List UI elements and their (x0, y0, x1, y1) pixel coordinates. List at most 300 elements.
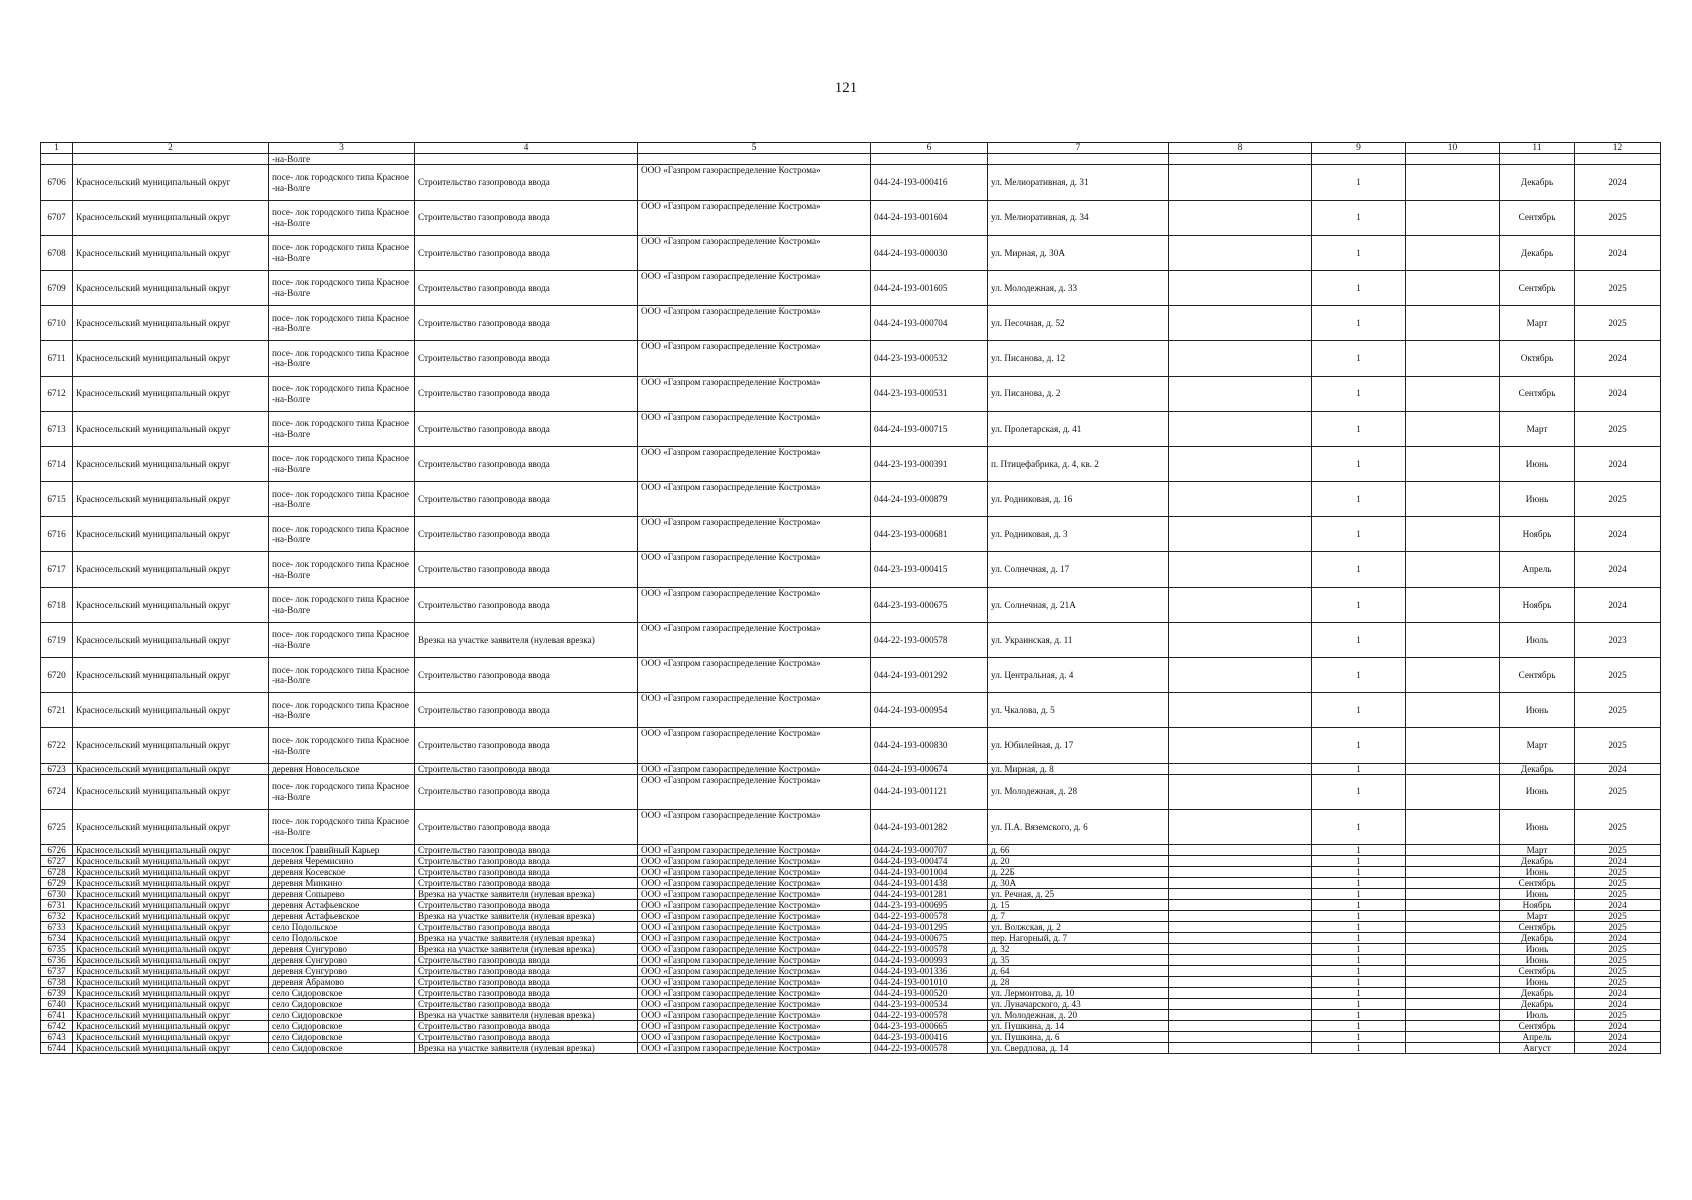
month-cell: Ноябрь (1500, 517, 1575, 552)
column-8-cell (1169, 235, 1312, 270)
row-number-cell: 6726 (41, 844, 73, 855)
address-cell: ул. П.А. Вяземского, д. 6 (988, 809, 1169, 844)
address-cell: ул. Писанова, д. 2 (988, 376, 1169, 411)
row-number-cell: 6718 (41, 587, 73, 622)
column-10-cell (1406, 517, 1500, 552)
district-cell: Красносельский муниципальный округ (73, 998, 269, 1009)
settlement-cell: деревня Астафьевское (269, 910, 415, 921)
settlement-cell: село Сидоровское (269, 998, 415, 1009)
column-10-cell (1406, 235, 1500, 270)
code-cell: 044-24-193-000416 (871, 165, 988, 200)
district-cell: Красносельский муниципальный округ (73, 855, 269, 866)
settlement-cell: село Сидоровское (269, 1020, 415, 1031)
table-row (41, 954, 1661, 965)
year-cell: 2024 (1575, 1042, 1661, 1053)
settlement-cell: деревня Сунгурово (269, 965, 415, 976)
district-cell: Красносельский муниципальный округ (73, 844, 269, 855)
column-10-cell (1406, 998, 1500, 1009)
table-row (41, 921, 1661, 932)
column-8-cell (1169, 932, 1312, 943)
column-10-cell (1406, 587, 1500, 622)
column-header: 8 (1169, 143, 1312, 154)
year-cell: 2025 (1575, 910, 1661, 921)
quantity-cell: 1 (1312, 622, 1406, 657)
address-cell: ул. Пушкина, д. 6 (988, 1031, 1169, 1042)
organization-cell: ООО «Газпром газораспределение Кострома» (638, 693, 871, 728)
work-type-cell: Строительство газопровода ввода (415, 844, 638, 855)
row-number-cell: 6717 (41, 552, 73, 587)
quantity-cell: 1 (1312, 552, 1406, 587)
quantity-cell: 1 (1312, 932, 1406, 943)
address-cell: ул. Солнечная, д. 17 (988, 552, 1169, 587)
year-cell: 2025 (1575, 1009, 1661, 1020)
column-8-cell (1169, 658, 1312, 693)
row-number-cell: 6734 (41, 932, 73, 943)
column-10-cell (1406, 482, 1500, 517)
district-cell: Красносельский муниципальный округ (73, 552, 269, 587)
column-8-cell (1169, 965, 1312, 976)
column-8-cell (1169, 587, 1312, 622)
district-cell: Красносельский муниципальный округ (73, 728, 269, 763)
month-cell: Июнь (1500, 866, 1575, 877)
organization-cell: ООО «Газпром газораспределение Кострома» (638, 921, 871, 932)
year-cell: 2025 (1575, 809, 1661, 844)
month-cell: Июнь (1500, 888, 1575, 899)
quantity-cell: 1 (1312, 998, 1406, 1009)
column-10-cell (1406, 622, 1500, 657)
district-cell: Красносельский муниципальный округ (73, 763, 269, 774)
column-header: 5 (638, 143, 871, 154)
address-cell: ул. Песочная, д. 52 (988, 306, 1169, 341)
column-8-cell (1169, 1020, 1312, 1031)
row-number-cell: 6744 (41, 1042, 73, 1053)
column-10-cell (1406, 763, 1500, 774)
column-10-cell (1406, 943, 1500, 954)
address-cell: д. 22Б (988, 866, 1169, 877)
district-cell: Красносельский муниципальный округ (73, 877, 269, 888)
column-8-cell (1169, 1042, 1312, 1053)
table-row (41, 165, 1661, 200)
table-row (41, 976, 1661, 987)
month-cell: Март (1500, 844, 1575, 855)
quantity-cell: 1 (1312, 1042, 1406, 1053)
month-cell: Март (1500, 728, 1575, 763)
year-cell: 2025 (1575, 482, 1661, 517)
column-8-cell (1169, 517, 1312, 552)
code-cell: 044-23-193-000675 (871, 587, 988, 622)
quantity-cell: 1 (1312, 411, 1406, 446)
district-cell: Красносельский муниципальный округ (73, 482, 269, 517)
year-cell: 2024 (1575, 376, 1661, 411)
code-cell: 044-24-193-000030 (871, 235, 988, 270)
work-type-cell: Строительство газопровода ввода (415, 763, 638, 774)
code-cell: 044-24-193-001292 (871, 658, 988, 693)
work-type-cell: Строительство газопровода ввода (415, 877, 638, 888)
column-10-cell (1406, 270, 1500, 305)
row-number-cell: 6712 (41, 376, 73, 411)
month-cell: Декабрь (1500, 165, 1575, 200)
district-cell: Красносельский муниципальный округ (73, 774, 269, 809)
column-10-cell (1406, 411, 1500, 446)
address-cell: ул. Родниковая, д. 3 (988, 517, 1169, 552)
organization-cell: ООО «Газпром газораспределение Кострома» (638, 200, 871, 235)
row-number-cell: 6725 (41, 809, 73, 844)
column-header: 11 (1500, 143, 1575, 154)
organization-cell: ООО «Газпром газораспределение Кострома» (638, 658, 871, 693)
month-cell: Ноябрь (1500, 587, 1575, 622)
year-cell: 2024 (1575, 552, 1661, 587)
column-8-cell (1169, 774, 1312, 809)
settlement-cell: посе- лок городского типа Красное -на-Волге (269, 728, 415, 763)
row-number-cell: 6714 (41, 446, 73, 481)
column-10-cell (1406, 932, 1500, 943)
column-8-cell (1169, 910, 1312, 921)
column-header: 12 (1575, 143, 1661, 154)
organization-cell: ООО «Газпром газораспределение Кострома» (638, 1009, 871, 1020)
district-cell: Красносельский муниципальный округ (73, 976, 269, 987)
month-cell: Декабрь (1500, 855, 1575, 866)
column-header: 1 (41, 143, 73, 154)
quantity-cell: 1 (1312, 774, 1406, 809)
district-cell: Красносельский муниципальный округ (73, 932, 269, 943)
address-cell: ул. Писанова, д. 12 (988, 341, 1169, 376)
code-cell: 044-24-193-000474 (871, 855, 988, 866)
month-cell: Июнь (1500, 482, 1575, 517)
code-cell: 044-24-193-000993 (871, 954, 988, 965)
column-8-cell (1169, 899, 1312, 910)
organization-cell: ООО «Газпром газораспределение Кострома» (638, 954, 871, 965)
year-cell: 2025 (1575, 411, 1661, 446)
settlement-cell: посе- лок городского типа Красное -на-Волге (269, 235, 415, 270)
district-cell: Красносельский муниципальный округ (73, 341, 269, 376)
year-cell: 2024 (1575, 587, 1661, 622)
settlement-cell: село Подольское (269, 932, 415, 943)
code-cell: 044-22-193-000578 (871, 910, 988, 921)
district-cell: Красносельский муниципальный округ (73, 1009, 269, 1020)
work-type-cell: Строительство газопровода ввода (415, 855, 638, 866)
column-8-cell (1169, 855, 1312, 866)
column-header: 9 (1312, 143, 1406, 154)
table-row (41, 235, 1661, 270)
column-10-cell (1406, 987, 1500, 998)
table-row (41, 965, 1661, 976)
year-cell: 2025 (1575, 693, 1661, 728)
organization-cell: ООО «Газпром газораспределение Кострома» (638, 866, 871, 877)
work-type-cell: Врезка на участке заявителя (нулевая врезка) (415, 910, 638, 921)
organization-cell: ООО «Газпром газораспределение Кострома» (638, 763, 871, 774)
settlement-cell: деревня Астафьевское (269, 899, 415, 910)
organization-cell: ООО «Газпром газораспределение Кострома» (638, 306, 871, 341)
column-8-cell (1169, 693, 1312, 728)
column-10-cell (1406, 855, 1500, 866)
code-cell: 044-22-193-000578 (871, 1009, 988, 1020)
column-10-cell (1406, 976, 1500, 987)
district-cell: Красносельский муниципальный округ (73, 693, 269, 728)
work-type-cell: Строительство газопровода ввода (415, 921, 638, 932)
row-number-cell: 6731 (41, 899, 73, 910)
district-cell: Красносельский муниципальный округ (73, 954, 269, 965)
year-cell: 2024 (1575, 1020, 1661, 1031)
quantity-cell: 1 (1312, 165, 1406, 200)
column-header: 4 (415, 143, 638, 154)
district-cell: Красносельский муниципальный округ (73, 306, 269, 341)
column-10-cell (1406, 774, 1500, 809)
month-cell: Март (1500, 910, 1575, 921)
address-cell: д. 35 (988, 954, 1169, 965)
organization-cell: ООО «Газпром газораспределение Кострома» (638, 482, 871, 517)
quantity-cell: 1 (1312, 855, 1406, 866)
column-8-cell (1169, 888, 1312, 899)
table-row (41, 910, 1661, 921)
column-10-cell (1406, 728, 1500, 763)
work-type-cell: Строительство газопровода ввода (415, 976, 638, 987)
table-row (41, 693, 1661, 728)
address-cell: ул. Луначарского, д. 43 (988, 998, 1169, 1009)
address-cell: ул. Волжская, д. 2 (988, 921, 1169, 932)
address-cell: п. Птицефабрика, д. 4, кв. 2 (988, 446, 1169, 481)
district-cell: Красносельский муниципальный округ (73, 587, 269, 622)
table-row (41, 987, 1661, 998)
settlement-cell: посе- лок городского типа Красное -на-Волге (269, 200, 415, 235)
column-8-cell (1169, 270, 1312, 305)
organization-cell: ООО «Газпром газораспределение Кострома» (638, 552, 871, 587)
code-cell: 044-23-193-000665 (871, 1020, 988, 1031)
work-type-cell: Строительство газопровода ввода (415, 809, 638, 844)
organization-cell: ООО «Газпром газораспределение Кострома» (638, 587, 871, 622)
work-type-cell: Врезка на участке заявителя (нулевая врезка) (415, 1042, 638, 1053)
work-type-cell: Строительство газопровода ввода (415, 376, 638, 411)
column-8-cell (1169, 809, 1312, 844)
code-cell: 044-23-193-000415 (871, 552, 988, 587)
district-cell: Красносельский муниципальный округ (73, 446, 269, 481)
column-8-cell (1169, 976, 1312, 987)
column-header: 2 (73, 143, 269, 154)
address-cell: ул. Украинская, д. 11 (988, 622, 1169, 657)
column-8-cell (1169, 306, 1312, 341)
table-row (41, 587, 1661, 622)
code-cell: 044-24-193-001121 (871, 774, 988, 809)
quantity-cell: 1 (1312, 965, 1406, 976)
settlement-cell: деревня Абрамово (269, 976, 415, 987)
table-row (41, 446, 1661, 481)
month-cell: Июнь (1500, 693, 1575, 728)
quantity-cell: 1 (1312, 446, 1406, 481)
settlement-cell: село Сидоровское (269, 987, 415, 998)
quantity-cell: 1 (1312, 1020, 1406, 1031)
work-type-cell: Строительство газопровода ввода (415, 482, 638, 517)
row-number-cell: 6738 (41, 976, 73, 987)
settlement-cell: посе- лок городского типа Красное -на-Волге (269, 446, 415, 481)
year-cell: 2024 (1575, 235, 1661, 270)
settlement-cell: посе- лок городского типа Красное -на-Волге (269, 482, 415, 517)
column-8-cell (1169, 411, 1312, 446)
organization-cell: ООО «Газпром газораспределение Кострома» (638, 987, 871, 998)
district-cell: Красносельский муниципальный округ (73, 270, 269, 305)
month-cell: Июнь (1500, 446, 1575, 481)
work-type-cell: Строительство газопровода ввода (415, 200, 638, 235)
row-number-cell: 6721 (41, 693, 73, 728)
column-10-cell (1406, 341, 1500, 376)
code-cell: 044-24-193-000879 (871, 482, 988, 517)
address-cell: ул. Молодежная, д. 33 (988, 270, 1169, 305)
quantity-cell: 1 (1312, 877, 1406, 888)
row-number-cell: 6742 (41, 1020, 73, 1031)
district-cell: Красносельский муниципальный округ (73, 165, 269, 200)
district-cell: Красносельский муниципальный округ (73, 987, 269, 998)
column-8-cell (1169, 341, 1312, 376)
address-cell: ул. Мирная, д. 30А (988, 235, 1169, 270)
month-cell: Апрель (1500, 1031, 1575, 1042)
column-8-cell (1169, 728, 1312, 763)
year-cell: 2025 (1575, 844, 1661, 855)
work-type-cell: Строительство газопровода ввода (415, 693, 638, 728)
organization-cell: ООО «Газпром газораспределение Кострома» (638, 270, 871, 305)
month-cell: Сентябрь (1500, 658, 1575, 693)
address-cell: д. 28 (988, 976, 1169, 987)
column-10-cell (1406, 910, 1500, 921)
month-cell: Сентябрь (1500, 270, 1575, 305)
row-number-cell: 6722 (41, 728, 73, 763)
month-cell: Июнь (1500, 774, 1575, 809)
row-number-cell: 6729 (41, 877, 73, 888)
year-cell: 2025 (1575, 306, 1661, 341)
column-10-cell (1406, 1020, 1500, 1031)
organization-cell: ООО «Газпром газораспределение Кострома» (638, 976, 871, 987)
table-row (41, 1020, 1661, 1031)
address-cell: д. 30А (988, 877, 1169, 888)
organization-cell: ООО «Газпром газораспределение Кострома» (638, 1031, 871, 1042)
code-cell: 044-24-193-001605 (871, 270, 988, 305)
settlement-cell: посе- лок городского типа Красное -на-Волге (269, 658, 415, 693)
work-type-cell: Строительство газопровода ввода (415, 965, 638, 976)
address-cell: д. 7 (988, 910, 1169, 921)
row-number-cell: 6713 (41, 411, 73, 446)
quantity-cell: 1 (1312, 658, 1406, 693)
year-cell: 2025 (1575, 888, 1661, 899)
organization-cell: ООО «Газпром газораспределение Кострома» (638, 943, 871, 954)
year-cell: 2024 (1575, 899, 1661, 910)
work-type-cell: Строительство газопровода ввода (415, 899, 638, 910)
settlement-cell: посе- лок городского типа Красное -на-Волге (269, 270, 415, 305)
column-8-cell (1169, 482, 1312, 517)
quantity-cell: 1 (1312, 270, 1406, 305)
year-cell: 2024 (1575, 998, 1661, 1009)
district-cell: Красносельский муниципальный округ (73, 888, 269, 899)
quantity-cell: 1 (1312, 482, 1406, 517)
year-cell: 2024 (1575, 987, 1661, 998)
row-number-cell: 6707 (41, 200, 73, 235)
register-table (40, 142, 1661, 1054)
code-cell: 044-23-193-000681 (871, 517, 988, 552)
quantity-cell: 1 (1312, 954, 1406, 965)
settlement-cell: посе- лок городского типа Красное -на-Волге (269, 165, 415, 200)
row-number-cell: 6736 (41, 954, 73, 965)
code-cell: 044-23-193-000695 (871, 899, 988, 910)
settlement-cell: деревня Минкино (269, 877, 415, 888)
table-row (41, 306, 1661, 341)
column-10-cell (1406, 165, 1500, 200)
column-8-cell (1169, 954, 1312, 965)
year-cell: 2025 (1575, 200, 1661, 235)
work-type-cell: Врезка на участке заявителя (нулевая врезка) (415, 943, 638, 954)
address-cell: ул. Юбилейная, д. 17 (988, 728, 1169, 763)
organization-cell: ООО «Газпром газораспределение Кострома» (638, 728, 871, 763)
quantity-cell: 1 (1312, 921, 1406, 932)
row-number-cell: 6732 (41, 910, 73, 921)
year-cell: 2025 (1575, 866, 1661, 877)
district-cell: Красносельский муниципальный округ (73, 809, 269, 844)
column-10-cell (1406, 1031, 1500, 1042)
organization-cell: ООО «Газпром газораспределение Кострома» (638, 517, 871, 552)
table-row (41, 482, 1661, 517)
code-cell: 044-22-193-000578 (871, 622, 988, 657)
month-cell: Декабрь (1500, 987, 1575, 998)
district-cell: Красносельский муниципальный округ (73, 943, 269, 954)
code-cell: 044-24-193-001604 (871, 200, 988, 235)
organization-cell: ООО «Газпром газораспределение Кострома» (638, 376, 871, 411)
settlement-cell: посе- лок городского типа Красное -на-Волге (269, 774, 415, 809)
settlement-cell: посе- лок городского типа Красное -на-Волге (269, 809, 415, 844)
work-type-cell: Врезка на участке заявителя (нулевая врезка) (415, 1009, 638, 1020)
quantity-cell: 1 (1312, 763, 1406, 774)
address-cell: ул. Молодежная, д. 20 (988, 1009, 1169, 1020)
code-cell: 044-24-193-001281 (871, 888, 988, 899)
column-8-cell (1169, 446, 1312, 481)
settlement-cell: деревня Сунгурово (269, 943, 415, 954)
month-cell: Октябрь (1500, 341, 1575, 376)
quantity-cell: 1 (1312, 341, 1406, 376)
column-10-cell (1406, 844, 1500, 855)
district-cell: Красносельский муниципальный округ (73, 910, 269, 921)
year-cell: 2024 (1575, 517, 1661, 552)
settlement-cell: посе- лок городского типа Красное -на-Волге (269, 517, 415, 552)
district-cell: Красносельский муниципальный округ (73, 866, 269, 877)
organization-cell: ООО «Газпром газораспределение Кострома» (638, 809, 871, 844)
settlement-cell: посе- лок городского типа Красное -на-Волге (269, 411, 415, 446)
table-row (41, 877, 1661, 888)
row-number-cell: 6735 (41, 943, 73, 954)
organization-cell: ООО «Газпром газораспределение Кострома» (638, 932, 871, 943)
column-10-cell (1406, 877, 1500, 888)
year-cell: 2024 (1575, 855, 1661, 866)
quantity-cell: 1 (1312, 866, 1406, 877)
month-cell: Сентябрь (1500, 877, 1575, 888)
column-header: 10 (1406, 143, 1500, 154)
month-cell: Июль (1500, 622, 1575, 657)
address-cell: ул. Мелиоративная, д. 34 (988, 200, 1169, 235)
quantity-cell: 1 (1312, 200, 1406, 235)
quantity-cell: 1 (1312, 587, 1406, 622)
month-cell: Сентябрь (1500, 1020, 1575, 1031)
quantity-cell: 1 (1312, 693, 1406, 728)
table-row (41, 855, 1661, 866)
quantity-cell: 1 (1312, 943, 1406, 954)
address-cell: д. 20 (988, 855, 1169, 866)
table-row (41, 1009, 1661, 1020)
organization-cell: ООО «Газпром газораспределение Кострома» (638, 899, 871, 910)
quantity-cell: 1 (1312, 899, 1406, 910)
column-10-cell (1406, 965, 1500, 976)
column-header: 7 (988, 143, 1169, 154)
column-10-cell (1406, 866, 1500, 877)
table-row (41, 270, 1661, 305)
year-cell: 2025 (1575, 976, 1661, 987)
table-row (41, 200, 1661, 235)
work-type-cell: Строительство газопровода ввода (415, 954, 638, 965)
month-cell: Июнь (1500, 943, 1575, 954)
organization-cell: ООО «Газпром газораспределение Кострома» (638, 622, 871, 657)
work-type-cell: Строительство газопровода ввода (415, 411, 638, 446)
